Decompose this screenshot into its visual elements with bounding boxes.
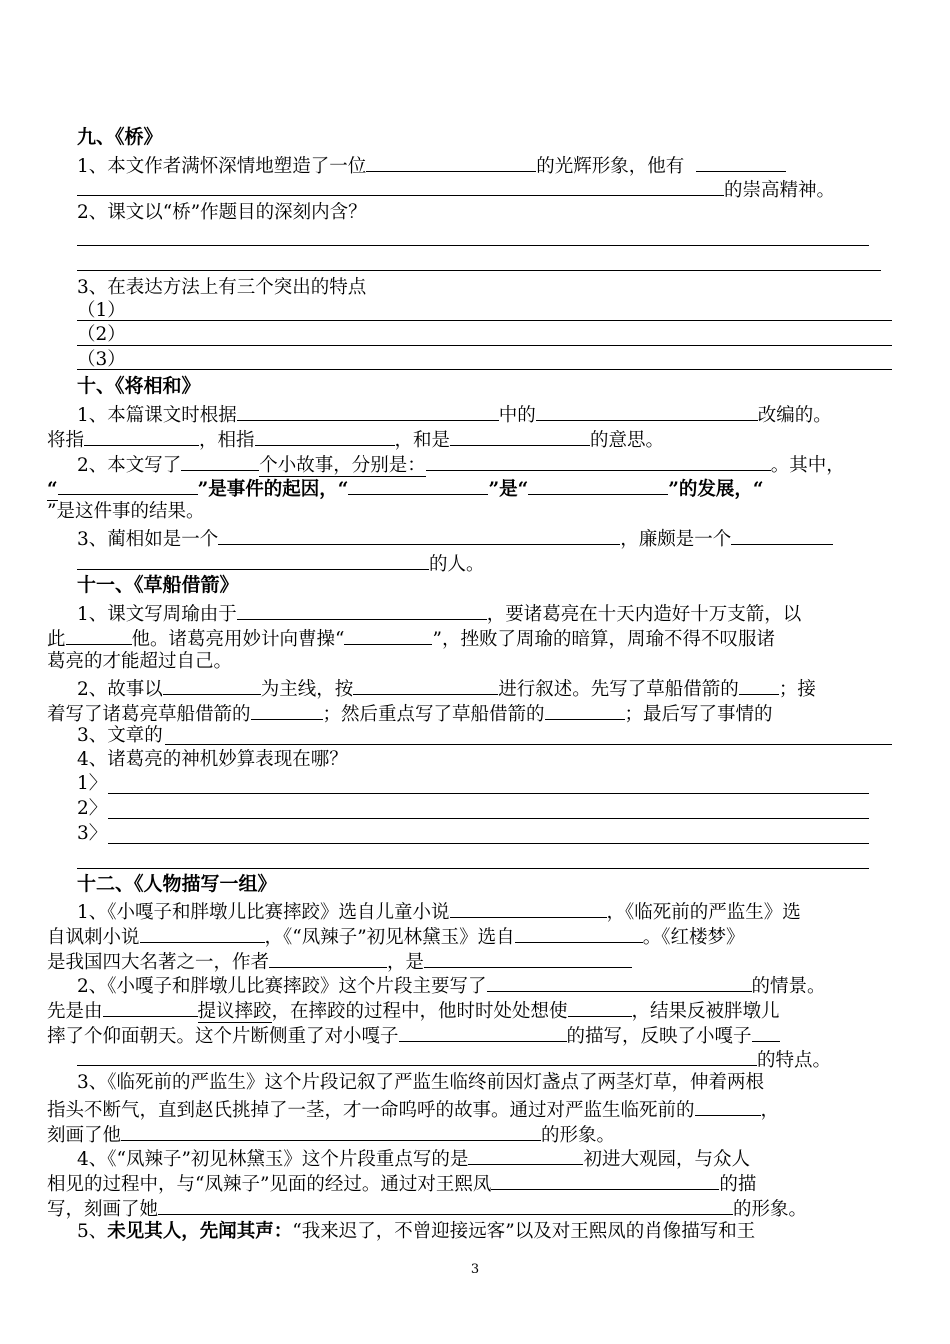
blank[interactable] xyxy=(66,625,132,645)
blank[interactable] xyxy=(353,675,498,695)
blank[interactable] xyxy=(752,1022,780,1042)
answer-line[interactable] xyxy=(165,744,892,745)
answer-line[interactable] xyxy=(108,843,869,844)
s10-q2-line2: “ ”是事件的起因，“ ”是“ ”的发展，“ xyxy=(47,475,764,499)
s11-q2-line2: 着写了诸葛亮草船借箭的 ；然后重点写了草船借箭的 ；最后写了事情的 xyxy=(47,700,773,724)
blank[interactable] xyxy=(103,997,198,1017)
blank[interactable] xyxy=(545,700,625,720)
blank[interactable] xyxy=(58,475,198,495)
blank[interactable] xyxy=(424,948,632,968)
section-12-title: 十二、《人物描写一组》 xyxy=(77,873,277,895)
s12-line-7: 的特点。 xyxy=(77,1046,831,1070)
blank[interactable] xyxy=(237,401,499,421)
blank[interactable] xyxy=(696,152,786,172)
blank[interactable] xyxy=(568,997,632,1017)
blank[interactable] xyxy=(366,152,536,172)
answer-line[interactable] xyxy=(108,818,869,819)
page-number: 3 xyxy=(470,1262,480,1277)
s10-q2-line3: ”是这件事的结果。 xyxy=(47,501,205,522)
s11-q4: 4、诸葛亮的神机妙算表现在哪？ xyxy=(77,749,348,770)
blank[interactable] xyxy=(491,1170,719,1190)
s12-line-3: 是我国四大名著之一，作者 ，是 xyxy=(47,948,632,972)
s9-point-1: （1） xyxy=(77,300,126,321)
answer-line[interactable] xyxy=(108,793,869,794)
s12-line-13: 写，刻画了她 的形象。 xyxy=(47,1195,807,1219)
s10-q3-line1: 3、蔺相如是一个 ，廉颇是一个 xyxy=(77,525,833,549)
s9-point-2: （2） xyxy=(77,324,126,345)
s12-line-11: 4、《“凤辣子”初见林黛玉》这个片段重点写的是 初进大观园，与众人 xyxy=(77,1145,750,1169)
section-9-title: 九、《桥》 xyxy=(77,126,163,148)
section-11-title: 十一、《草船借箭》 xyxy=(77,574,239,596)
blank[interactable] xyxy=(348,475,488,495)
s11-point-3: 3〉 xyxy=(77,823,108,844)
blank[interactable] xyxy=(77,176,724,196)
s9-q3: 3、在表达方法上有三个突出的特点 xyxy=(77,277,367,298)
s9-q1-line2: 的崇高精神。 xyxy=(77,176,835,200)
s11-q3: 3、文章的 xyxy=(77,725,163,746)
blank[interactable] xyxy=(528,475,668,495)
blank[interactable] xyxy=(536,401,758,421)
blank[interactable] xyxy=(487,972,752,992)
s10-q2-line1: 2、本文写了 个小故事，分别是： 。其中， xyxy=(77,451,845,475)
blank[interactable] xyxy=(731,525,833,545)
blank[interactable] xyxy=(269,948,387,968)
s10-q1-line2: 将指 ，相指 ，和是 的意思。 xyxy=(47,426,664,450)
blank[interactable] xyxy=(695,1096,761,1116)
blank[interactable] xyxy=(739,675,779,695)
s10-q3-line2: 的人。 xyxy=(77,550,485,574)
answer-line[interactable] xyxy=(77,369,892,370)
blank[interactable] xyxy=(426,451,771,471)
s9-q1-line1: 1、本文作者满怀深情地塑造了一位 的光辉形象，他有 xyxy=(77,152,786,176)
blank[interactable] xyxy=(255,426,395,446)
s12-line-5: 先是由 提议摔跤，在摔跤的过程中，他时时处处想使 ，结果反被胖墩儿 xyxy=(47,997,780,1021)
blank[interactable] xyxy=(468,1145,583,1165)
s11-q1-line3: 葛亮的才能超过自己。 xyxy=(47,651,233,672)
blank[interactable] xyxy=(450,426,590,446)
blank[interactable] xyxy=(515,923,643,943)
blank[interactable] xyxy=(399,1022,567,1042)
s11-q2-line1: 2、故事以 为主线，按 进行叙述。先写了草船借箭的 ；接 xyxy=(77,675,816,699)
blank[interactable] xyxy=(450,898,607,918)
s11-q1-line2: 此 他。诸葛亮用妙计向曹操“ ”，挫败了周瑜的暗算，周瑜不得不叹服诸 xyxy=(47,625,775,649)
s12-line-8: 3、《临死前的严监生》这个片段记叙了严监生临终前因灯盏点了两茎灯草，伸着两根 xyxy=(77,1072,765,1093)
blank[interactable] xyxy=(77,1046,757,1066)
s12-line-14: 5、未见其人，先闻其声：“我来迟了，不曾迎接远客”以及对王熙凤的肖像描写和王 xyxy=(77,1221,756,1242)
blank[interactable] xyxy=(218,525,620,545)
s9-q2: 2、课文以“桥”作题目的深刻内含？ xyxy=(77,202,367,223)
blank[interactable] xyxy=(344,625,432,645)
blank[interactable] xyxy=(84,426,199,446)
s11-point-1: 1〉 xyxy=(77,773,108,794)
section-10-title: 十、《将相和》 xyxy=(77,375,201,397)
answer-line[interactable] xyxy=(77,245,869,246)
answer-line[interactable] xyxy=(77,320,892,321)
s12-line-9: 指头不断气，直到赵氏挑掉了一茎，才一命呜呼的故事。通过对严监生临死前的 ， xyxy=(47,1096,779,1120)
s12-line-6: 摔了个仰面朝天。这个片断侧重了对小嘎子 的描写，反映了小嘎子 xyxy=(47,1022,780,1046)
blank[interactable] xyxy=(181,451,259,471)
answer-line[interactable] xyxy=(77,270,881,271)
s12-line-4: 2、《小嘎子和胖墩儿比赛摔跤》这个片段主要写了 的情景。 xyxy=(77,972,826,996)
blank[interactable] xyxy=(77,550,429,570)
blank[interactable] xyxy=(251,700,323,720)
answer-line[interactable] xyxy=(77,868,869,869)
blank[interactable] xyxy=(140,923,265,943)
s11-q1-line1: 1、课文写周瑜由于 ，要诸葛亮在十天内造好十万支箭，以 xyxy=(77,600,801,624)
blank[interactable] xyxy=(158,1195,733,1215)
s12-line-2: 自讽刺小说 ，《“凤辣子”初见林黛玉》选自 。《红楼梦》 xyxy=(47,923,744,947)
s12-line-10: 刻画了他 的形象。 xyxy=(47,1121,615,1145)
s12-line-1: 1、《小嘎子和胖墩儿比赛摔跤》选自儿童小说 ，《临死前的严监生》选 xyxy=(77,898,801,922)
answer-line[interactable] xyxy=(77,345,892,346)
s11-point-2: 2〉 xyxy=(77,798,108,819)
blank[interactable] xyxy=(163,675,261,695)
blank[interactable] xyxy=(121,1121,541,1141)
s12-line-12: 相见的过程中，与“凤辣子”见面的经过。通过对王熙凤 的描 xyxy=(47,1170,756,1194)
s10-q1-line1: 1、本篇课文时根据 中的 改编的。 xyxy=(77,401,832,425)
blank[interactable] xyxy=(237,600,487,620)
s9-point-3: （3） xyxy=(77,349,126,370)
